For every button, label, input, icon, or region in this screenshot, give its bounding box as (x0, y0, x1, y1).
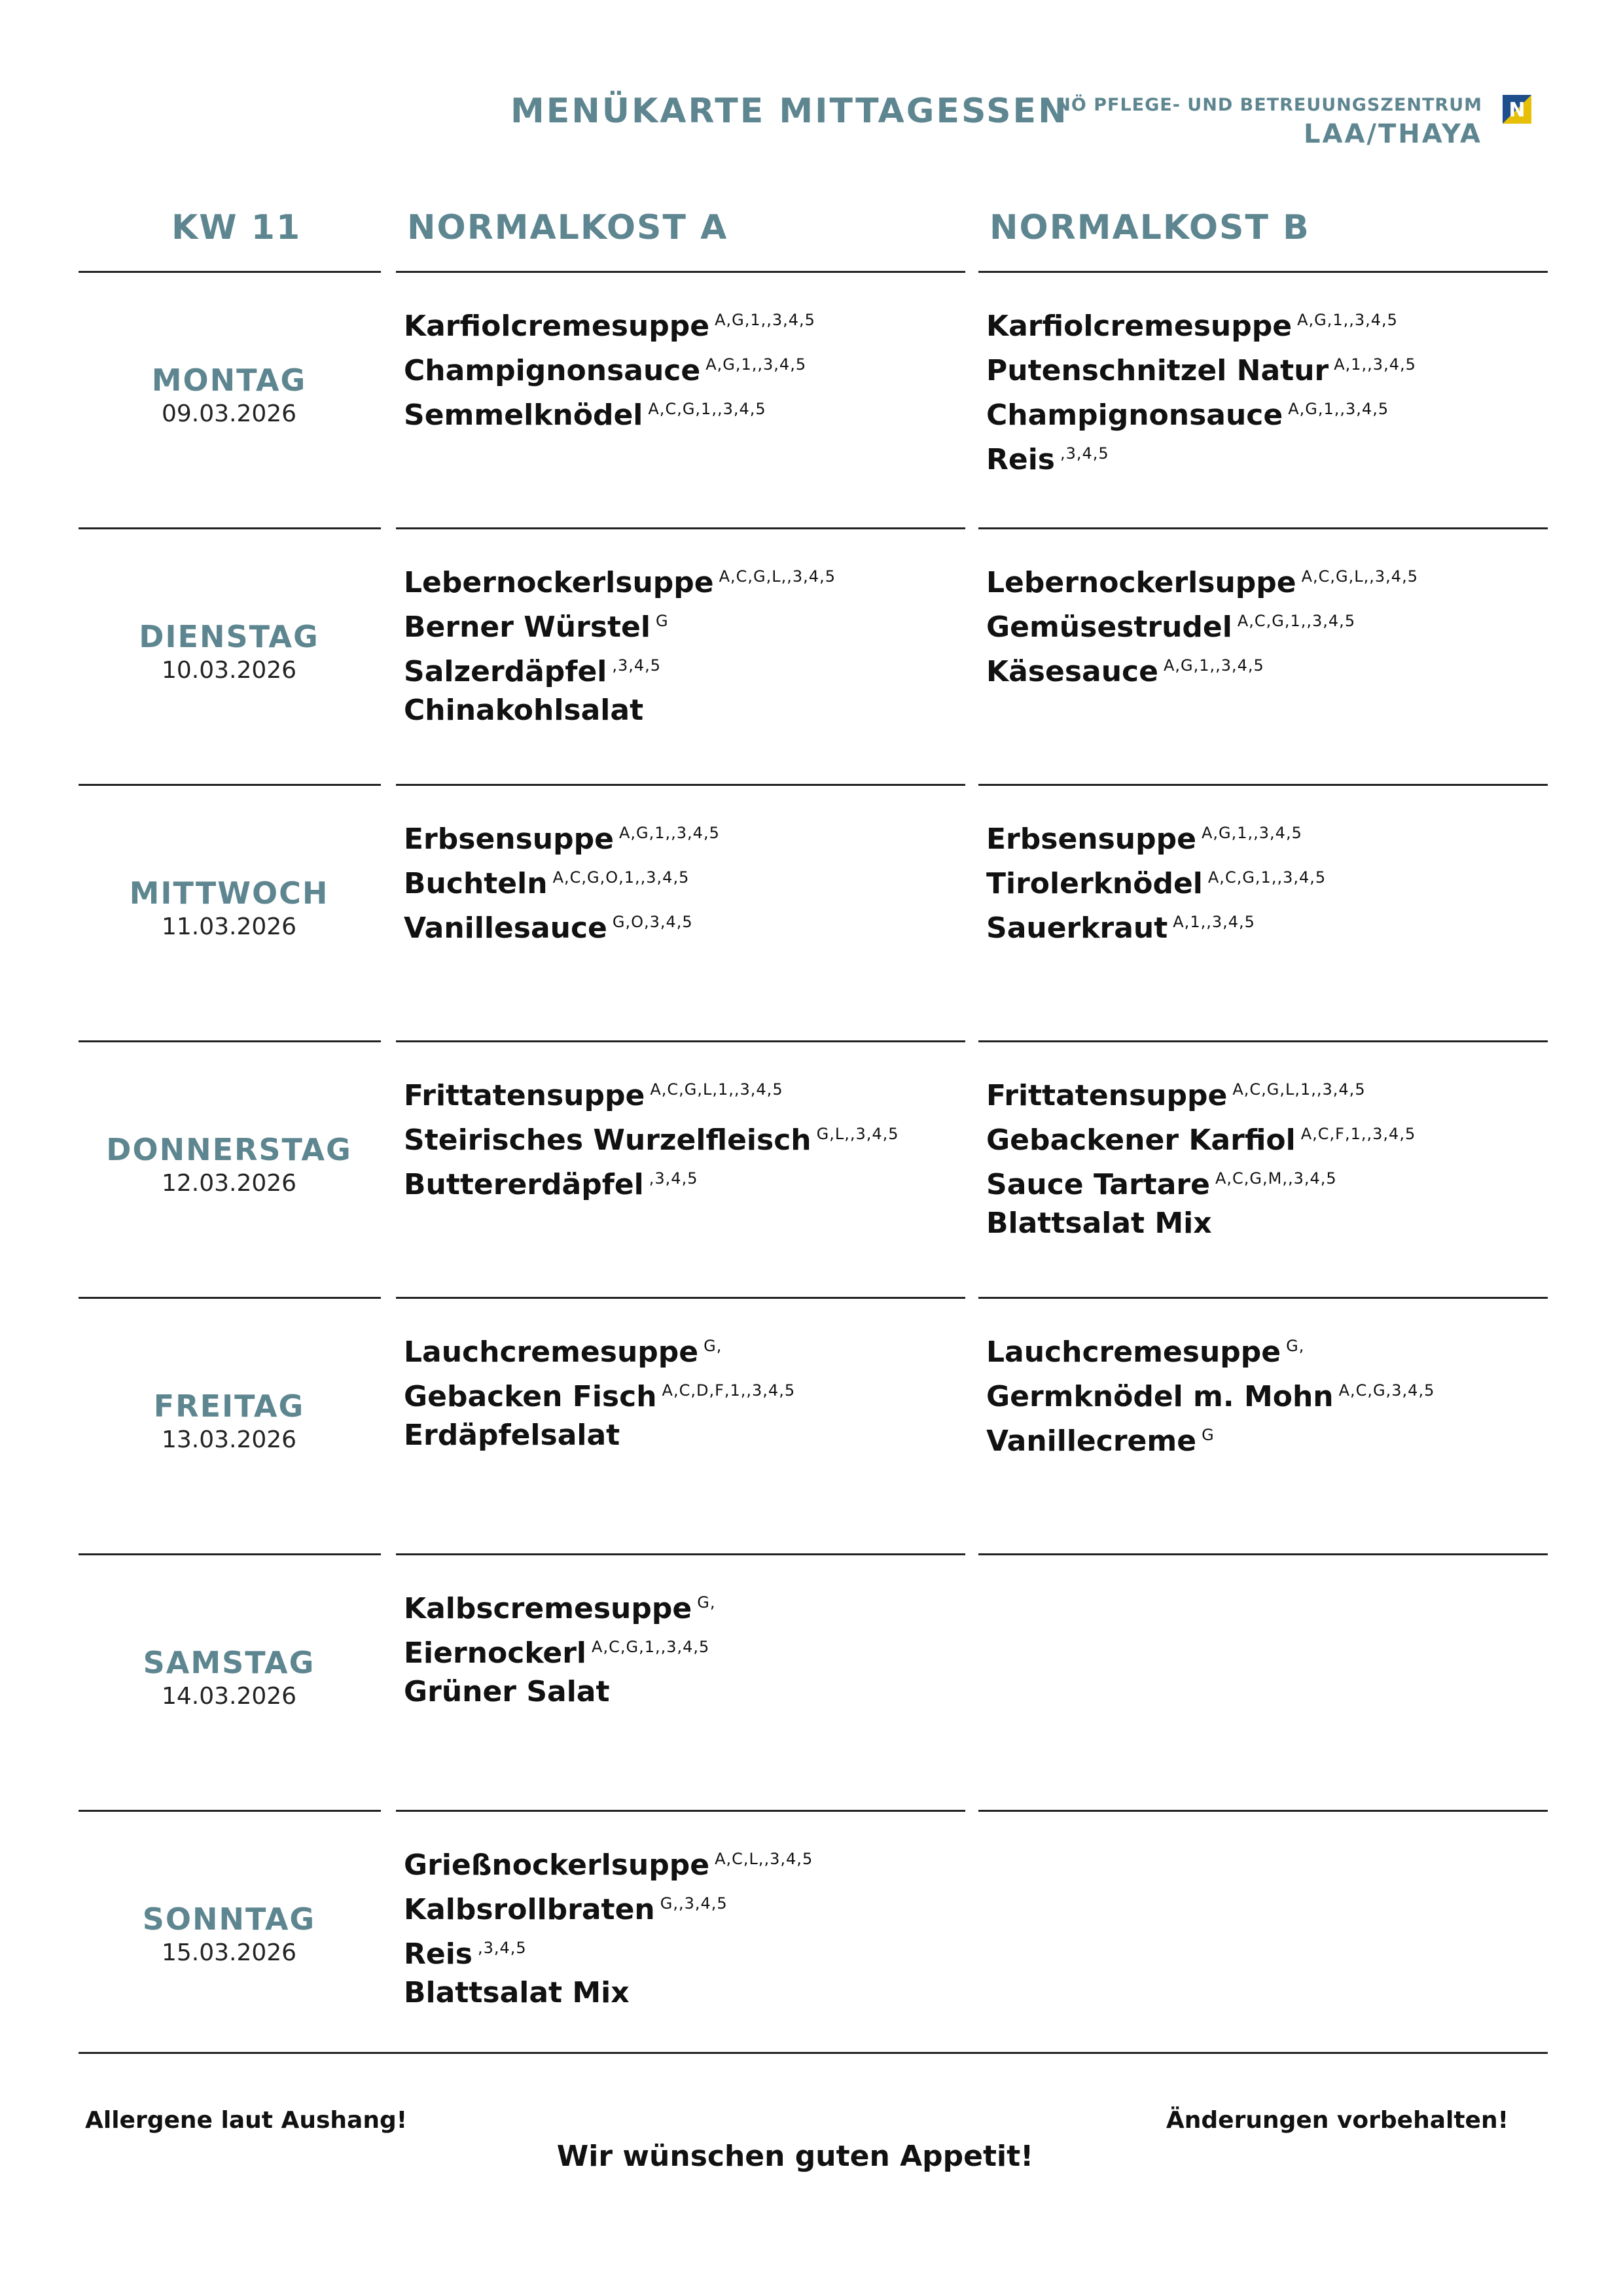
row-divider (978, 1040, 1548, 1042)
page-title: MENÜKARTE MITTAGESSEN (510, 92, 1069, 131)
dish-name: Grießnockerlsuppe (404, 1848, 710, 1882)
dish-item (986, 903, 1536, 947)
allergen-codes: A,1,,3,4,5 (1334, 355, 1416, 374)
day-name: DONNERSTAG (106, 1132, 352, 1167)
allergen-codes: G, (697, 1593, 716, 1612)
allergen-codes: G,,3,4,5 (660, 1894, 728, 1913)
allergen-codes: A,G,1,,3,4,5 (705, 355, 807, 374)
row-divider (396, 1297, 965, 1299)
allergen-codes: A,C,G,L,1,,3,4,5 (1232, 1080, 1366, 1099)
dish-item (404, 1884, 954, 1929)
row-divider (396, 1040, 965, 1042)
allergen-codes: ,3,4,5 (612, 656, 662, 675)
dish-item (986, 390, 1536, 434)
organization-block (1056, 95, 1531, 149)
dish-name: Vanillecreme (986, 1424, 1197, 1458)
day-date: 09.03.2026 (161, 400, 297, 427)
dish-item (404, 1070, 954, 1115)
day-name: FREITAG (153, 1388, 305, 1424)
dish-name: Karfiolcremesuppe (986, 309, 1293, 343)
dish-name: Reis (404, 1937, 473, 1971)
dish-name: Sauce Tartare (986, 1168, 1210, 1201)
allergen-codes: A,C,F,1,,3,4,5 (1300, 1125, 1416, 1143)
dish-list-normalkost-a (404, 814, 954, 947)
allergen-codes: A,G,1,,3,4,5 (1297, 311, 1398, 329)
allergen-codes: ,3,4,5 (478, 1939, 527, 1957)
dish-item (986, 858, 1536, 903)
dish-name: Lebernockerlsuppe (404, 566, 714, 599)
dish-name: Erbsensuppe (986, 822, 1196, 856)
allergen-codes: A,C,G,L,,3,4,5 (1301, 567, 1418, 586)
dish-name: Lebernockerlsuppe (986, 566, 1296, 599)
allergen-codes: A,1,,3,4,5 (1173, 913, 1255, 931)
day-date: 14.03.2026 (161, 1683, 297, 1710)
changes-note: Änderungen vorbehalten! (1166, 2107, 1508, 2134)
row-divider (978, 1810, 1548, 1812)
dish-item (404, 1327, 954, 1371)
dish-name: Buchteln (404, 867, 548, 900)
dish-item (404, 1416, 954, 1455)
dish-name: Buttererdäpfel (404, 1168, 644, 1201)
day-date: 10.03.2026 (161, 657, 297, 684)
dish-item (986, 646, 1536, 691)
organization-location: LAA/THAYA (1304, 119, 1482, 149)
allergen-codes: A,C,L,,3,4,5 (715, 1850, 813, 1868)
dish-item (986, 434, 1536, 479)
dish-name: Sauerkraut (986, 911, 1168, 945)
dish-item (986, 301, 1536, 345)
allergen-codes: A,C,G,1,,3,4,5 (1237, 612, 1356, 630)
row-divider (396, 527, 965, 529)
allergen-codes: A,C,G,1,,3,4,5 (648, 400, 766, 418)
allergen-codes: A,C,G,3,4,5 (1338, 1381, 1435, 1400)
dish-list-normalkost-a (404, 1583, 954, 1711)
allergen-codes: A,G,1,,3,4,5 (715, 311, 815, 329)
dish-name: Gebacken Fisch (404, 1380, 657, 1413)
logo-letter: N (1508, 99, 1525, 122)
dish-name: Steirisches Wurzelfleisch (404, 1123, 812, 1157)
dish-name: Blattsalat Mix (986, 1207, 1212, 1240)
row-divider (978, 1297, 1548, 1299)
dish-list-normalkost-a (404, 1327, 954, 1455)
dish-item (404, 1628, 954, 1672)
dish-list-normalkost-a (404, 557, 954, 730)
allergen-codes: ,3,4,5 (1060, 444, 1109, 463)
allergen-codes: A,C,G,O,1,,3,4,5 (552, 868, 690, 887)
day-label-dienstag (79, 619, 380, 684)
dish-name: Erdäpfelsalat (404, 1419, 620, 1452)
row-divider (396, 1810, 965, 1812)
allergen-codes: A,C,G,1,,3,4,5 (1207, 868, 1327, 887)
row-divider (79, 784, 381, 786)
dish-name: Lauchcremesuppe (404, 1335, 699, 1369)
column-header-normalkost-a: NORMALKOST A (407, 208, 728, 247)
dish-name: Frittatensuppe (986, 1079, 1228, 1112)
dish-item (404, 390, 954, 434)
day-date: 11.03.2026 (161, 913, 297, 940)
allergen-codes: A,C,G,M,,3,4,5 (1215, 1169, 1337, 1188)
dish-item (986, 1204, 1536, 1243)
allergen-codes: A,C,G,1,,3,4,5 (592, 1638, 710, 1656)
dish-list-normalkost-b (986, 557, 1536, 691)
dish-name: Salzerdäpfel (404, 655, 607, 688)
dish-name: Champignonsauce (404, 354, 701, 387)
dish-name: Tirolerknödel (986, 867, 1203, 900)
dish-name: Käsesauce (986, 655, 1158, 688)
dish-item (404, 602, 954, 646)
row-divider (79, 1297, 381, 1299)
bottom-divider (79, 2052, 1548, 2054)
day-label-montag (79, 362, 380, 427)
allergen-codes: G,L,,3,4,5 (816, 1125, 899, 1143)
noe-logo-icon (1503, 95, 1531, 124)
dish-item (986, 557, 1536, 602)
allergen-codes: A,G,1,,3,4,5 (1201, 824, 1302, 842)
dish-item (986, 814, 1536, 858)
dish-name: Grüner Salat (404, 1675, 610, 1708)
allergen-codes: G, (1286, 1337, 1305, 1355)
allergen-codes: A,G,1,,3,4,5 (1163, 656, 1264, 675)
dish-name: Kalbsrollbraten (404, 1893, 655, 1926)
allergen-note: Allergene laut Aushang! (85, 2107, 408, 2134)
row-divider (396, 1553, 965, 1555)
allergen-codes: A,G,1,,3,4,5 (618, 824, 720, 842)
dish-item (404, 646, 954, 691)
row-divider (978, 1553, 1548, 1555)
dish-list-normalkost-b (986, 814, 1536, 947)
dish-item (404, 1840, 954, 1884)
day-date: 13.03.2026 (161, 1426, 297, 1453)
dish-name: Vanillesauce (404, 911, 607, 945)
allergen-codes: A,G,1,,3,4,5 (1288, 400, 1389, 418)
allergen-codes: ,3,4,5 (649, 1169, 698, 1188)
allergen-codes: A,C,G,L,1,,3,4,5 (650, 1080, 783, 1099)
dish-name: Eiernockerl (404, 1636, 587, 1670)
day-name: SAMSTAG (143, 1645, 315, 1680)
row-divider (79, 1810, 381, 1812)
dish-item (986, 1070, 1536, 1115)
allergen-codes: G (655, 612, 669, 630)
dish-item (404, 345, 954, 390)
dish-name: Berner Würstel (404, 610, 651, 644)
day-label-sonntag (79, 1901, 380, 1966)
dish-item (404, 814, 954, 858)
allergen-codes: G, (704, 1337, 722, 1355)
dish-item (986, 1115, 1536, 1159)
dish-item (986, 602, 1536, 646)
dish-item (404, 301, 954, 345)
row-divider (978, 271, 1548, 273)
dish-name: Chinakohlsalat (404, 694, 644, 727)
dish-item (986, 345, 1536, 390)
dish-list-normalkost-b (986, 301, 1536, 479)
row-divider (978, 527, 1548, 529)
dish-item (986, 1159, 1536, 1204)
dish-name: Semmelknödel (404, 398, 643, 432)
row-divider (79, 1553, 381, 1555)
dish-name: Blattsalat Mix (404, 1976, 630, 2009)
dish-name: Lauchcremesuppe (986, 1335, 1281, 1369)
dish-item (404, 691, 954, 730)
dish-name: Frittatensuppe (404, 1079, 645, 1112)
dish-item (986, 1327, 1536, 1371)
allergen-codes: A,C,D,F,1,,3,4,5 (662, 1381, 796, 1400)
day-date: 15.03.2026 (161, 1939, 297, 1966)
dish-list-normalkost-a (404, 1840, 954, 2012)
column-header-normalkost-b: NORMALKOST B (990, 208, 1310, 247)
dish-list-normalkost-a (404, 301, 954, 434)
day-name: MONTAG (151, 362, 307, 398)
appetite-message: Wir wünschen guten Appetit! (556, 2140, 1034, 2173)
dish-item (404, 1672, 954, 1711)
dish-name: Kalbscremesuppe (404, 1592, 692, 1625)
row-divider (79, 527, 381, 529)
day-label-samstag (79, 1645, 380, 1710)
row-divider (79, 1040, 381, 1042)
dish-item (404, 1583, 954, 1628)
dish-item (404, 1115, 954, 1159)
allergen-codes: G (1202, 1426, 1215, 1444)
row-divider (978, 784, 1548, 786)
day-date: 12.03.2026 (161, 1170, 297, 1197)
dish-name: Erbsensuppe (404, 822, 614, 856)
dish-item (986, 1416, 1536, 1460)
day-name: SONNTAG (142, 1901, 316, 1937)
row-divider (79, 271, 381, 273)
dish-item (986, 1371, 1536, 1416)
dish-name: Gebackener Karfiol (986, 1123, 1296, 1157)
dish-name: Reis (986, 443, 1055, 476)
dish-item (404, 1929, 954, 1973)
dish-name: Champignonsauce (986, 398, 1283, 432)
allergen-codes: G,O,3,4,5 (612, 913, 693, 931)
dish-name: Germknödel m. Mohn (986, 1380, 1334, 1413)
day-label-donnerstag (79, 1132, 380, 1197)
dish-list-normalkost-b (986, 1327, 1536, 1460)
dish-item (404, 1159, 954, 1204)
day-name: MITTWOCH (129, 875, 329, 911)
dish-name: Putenschnitzel Natur (986, 354, 1329, 387)
day-name: DIENSTAG (139, 619, 319, 654)
dish-item (404, 1973, 954, 2012)
dish-name: Gemüsestrudel (986, 610, 1232, 644)
allergen-codes: A,C,G,L,,3,4,5 (719, 567, 836, 586)
day-label-freitag (79, 1388, 380, 1453)
dish-list-normalkost-b (986, 1070, 1536, 1243)
organization-name: NÖ PFLEGE- UND BETREUUNGSZENTRUM (1056, 95, 1482, 115)
row-divider (396, 784, 965, 786)
dish-item (404, 1371, 954, 1416)
dish-list-normalkost-a (404, 1070, 954, 1204)
dish-item (404, 903, 954, 947)
dish-item (404, 858, 954, 903)
row-divider (396, 271, 965, 273)
week-label: KW 11 (171, 208, 302, 247)
dish-item (404, 557, 954, 602)
day-label-mittwoch (79, 875, 380, 940)
dish-name: Karfiolcremesuppe (404, 309, 710, 343)
